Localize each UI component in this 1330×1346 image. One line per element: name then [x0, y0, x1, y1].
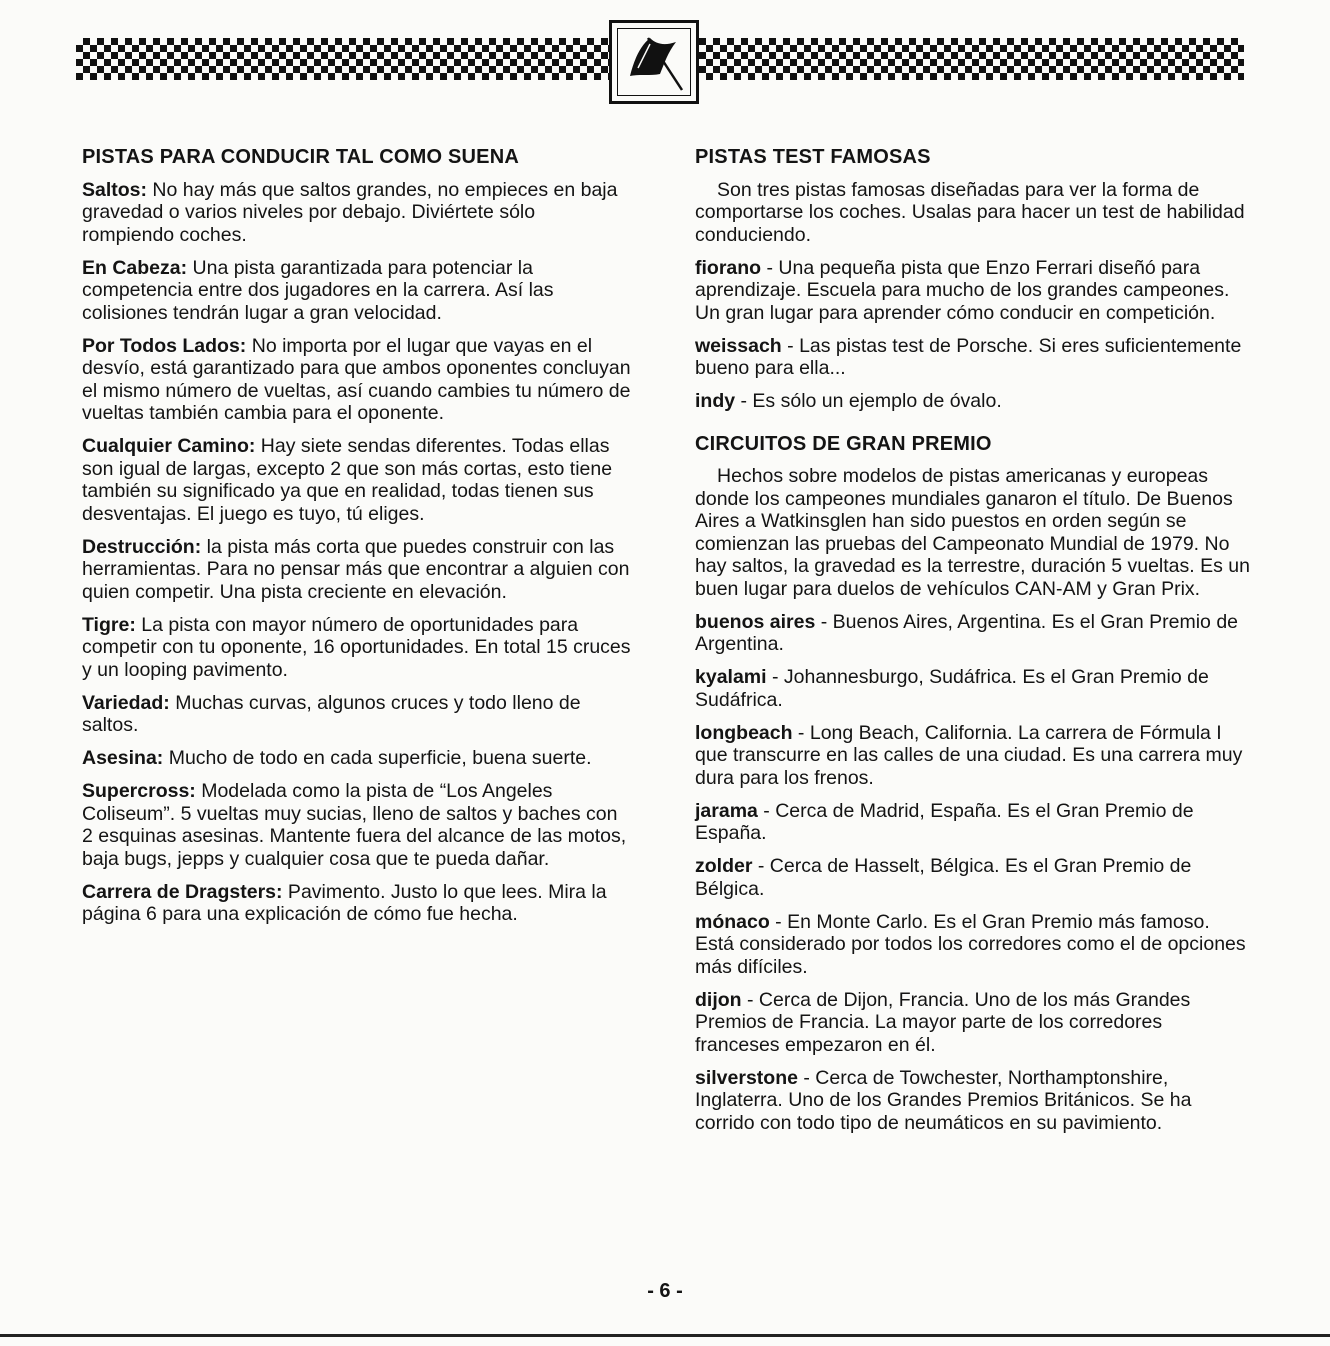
- entry-term: dijon: [695, 988, 742, 1011]
- entry: [695, 611, 1250, 656]
- entry-text: No hay más que saltos grandes, no empieces en baja gravedad o varios niveles por debajo. Diviértete sólo rompiendo coches.: [82, 178, 618, 246]
- entry: [695, 1067, 1250, 1135]
- grand-prix-list: [695, 611, 1250, 1135]
- entry-text: - Buenos Aires, Argentina. Es el Gran Premio de Argentina.: [695, 610, 1239, 655]
- flag-emblem: [609, 20, 699, 104]
- entry: [82, 614, 632, 682]
- entry-term: Por Todos Lados:: [82, 334, 247, 357]
- test-track-list: [695, 257, 1250, 413]
- intro-pistas-test: Son tres pistas famosas diseñadas para ver la forma de comportarse los coches. Usalas para hacer un test de habilidad conduciendo.: [695, 178, 1245, 246]
- entry-term: zolder: [695, 855, 753, 877]
- entry-text: No importa por el lugar que vayas en el desvío, está garantizado para que ambos oponentes concluyan el mismo número de vueltas, así cuando cambies tu número de vueltas también cambia para el oponente.: [82, 334, 631, 424]
- entry-term: Cualquier Camino:: [82, 435, 256, 457]
- entry-text: Pavimento. Justo lo que lees. Mira la página 6 para una explicación de cómo fue hecha.: [82, 880, 607, 925]
- left-column: [82, 146, 632, 936]
- scan-edge-line: [0, 1334, 1330, 1337]
- entry: [695, 335, 1250, 380]
- entry: [695, 257, 1250, 325]
- entry: [695, 666, 1250, 711]
- entry-term: indy: [695, 390, 736, 412]
- entry: [695, 722, 1250, 790]
- entry: [82, 257, 632, 325]
- entry-term: mónaco: [695, 910, 770, 933]
- section-heading-pistas-test: PISTAS TEST FAMOSAS: [695, 146, 931, 168]
- left-entry-list: [82, 179, 632, 926]
- entry-text: Muchas curvas, algunos cruces y todo lleno de saltos.: [82, 691, 581, 736]
- entry-term: Supercross:: [82, 780, 196, 802]
- entry-term: buenos aires: [695, 610, 816, 633]
- entry-text: - Cerca de Hasselt, Bélgica. Es el Gran Premio de Bélgica.: [695, 855, 1192, 900]
- right-column: [695, 146, 1250, 1145]
- entry: [695, 390, 1250, 413]
- entry: [82, 435, 632, 525]
- entry: [82, 536, 632, 604]
- entry: [695, 911, 1250, 979]
- section-heading-gran-premio: CIRCUITOS DE GRAN PREMIO: [695, 432, 992, 455]
- entry: [82, 780, 632, 870]
- entry-term: Tigre:: [82, 613, 136, 636]
- entry: [82, 747, 632, 770]
- entry: [695, 989, 1250, 1057]
- entry-term: kyalami: [695, 666, 767, 688]
- section-heading-pistas-conducir: PISTAS PARA CONDUCIR TAL COMO SUENA: [82, 146, 520, 168]
- entry-term: silverstone: [695, 1066, 798, 1089]
- entry-text: - Johannesburgo, Sudáfrica. Es el Gran Premio de Sudáfrica.: [695, 666, 1209, 711]
- entry-term: weissach: [695, 334, 782, 357]
- entry-text: Hay siete sendas diferentes. Todas ellas son igual de largas, excepto 2 que son más cortas, esto tiene también su significado ya que en realidad, todas tienen sus desventajas. El juego es tuyo, tú eliges.: [82, 435, 613, 525]
- entry: [82, 335, 632, 425]
- entry-term: Carrera de Dragsters:: [82, 880, 283, 903]
- entry-text: Modelada como la pista de “Los Angeles Coliseum”. 5 vueltas muy sucias, lleno de saltos y baches con 2 esquinas asesinas. Mantente fuera del alcance de las motos, baja bugs, jepps y cualquier cosa que te pueda dañar.: [82, 780, 627, 870]
- entry-term: fiorano: [695, 256, 762, 279]
- entry-term: Asesina:: [82, 747, 164, 769]
- entry-text: - Es sólo un ejemplo de óvalo.: [735, 390, 1002, 412]
- entry-text: Mucho de todo en cada superficie, buena suerte.: [163, 747, 592, 769]
- entry-text: - En Monte Carlo. Es el Gran Premio más famoso. Está considerado por todos los corredores como el de opciones más difíciles.: [695, 910, 1246, 978]
- intro-gran-premio: Hechos sobre modelos de pistas americanas y europeas donde los campeones mundiales ganaron el título. De Buenos Aires a Watkinsglen han sido puestos en orden según se comienzan las pruebas del Campeonato Mundial de 1979. No hay saltos, la gravedad es la terrestre, duración 5 vueltas. Es un buen lugar para duelos de vehículos CAN-AM y Gran Prix.: [695, 465, 1250, 600]
- entry-text: - Cerca de Madrid, España. Es el Gran Premio de España.: [695, 799, 1194, 844]
- entry-term: jarama: [695, 799, 758, 822]
- entry-text: - Cerca de Towchester, Northamptonshire, Inglaterra. Uno de los Grandes Premios Británicos. Se ha corrido con todo tipo de neumáticos en su pavimiento.: [695, 1066, 1192, 1134]
- entry-term: Variedad:: [82, 691, 170, 714]
- entry: [82, 179, 632, 247]
- entry: [695, 800, 1250, 845]
- entry-text: La pista con mayor número de oportunidades para competir con tu oponente, 16 oportunidades. En total 15 cruces y un looping pavimento.: [82, 613, 631, 681]
- entry-term: En Cabeza:: [82, 256, 188, 279]
- entry: [82, 881, 632, 926]
- entry: [695, 855, 1250, 900]
- entry-term: longbeach: [695, 721, 793, 744]
- entry: [82, 692, 632, 737]
- entry-text: Una pista garantizada para potenciar la competencia entre dos jugadores en la carrera. Así las colisiones tendrán lugar a gran velocidad.: [82, 256, 554, 324]
- checkered-flag-icon: [620, 30, 688, 94]
- entry-text: - Cerca de Dijon, Francia. Uno de los más Grandes Premios de Francia. La mayor parte de los corredores franceses empezaron en él.: [695, 988, 1191, 1056]
- entry-term: Saltos:: [82, 178, 148, 201]
- entry-term: Destrucción:: [82, 535, 202, 558]
- page-number: - 6 -: [647, 1280, 683, 1302]
- entry-text: - Las pistas test de Porsche. Si eres suficientemente bueno para ella...: [695, 334, 1242, 379]
- entry-text: - Long Beach, California. La carrera de Fórmula I que transcurre en las calles de una ciudad. Es una carrera muy dura para los frenos.: [695, 721, 1243, 789]
- entry-text: la pista más corta que puedes construir con las herramientas. Para no pensar más que encontrar a alguien con quien competir. Una pista creciente en elevación.: [82, 535, 630, 603]
- entry-text: - Una pequeña pista que Enzo Ferrari diseñó para aprendizaje. Escuela para mucho de los grandes campeones. Un gran lugar para aprender cómo conducir en competición.: [695, 256, 1230, 324]
